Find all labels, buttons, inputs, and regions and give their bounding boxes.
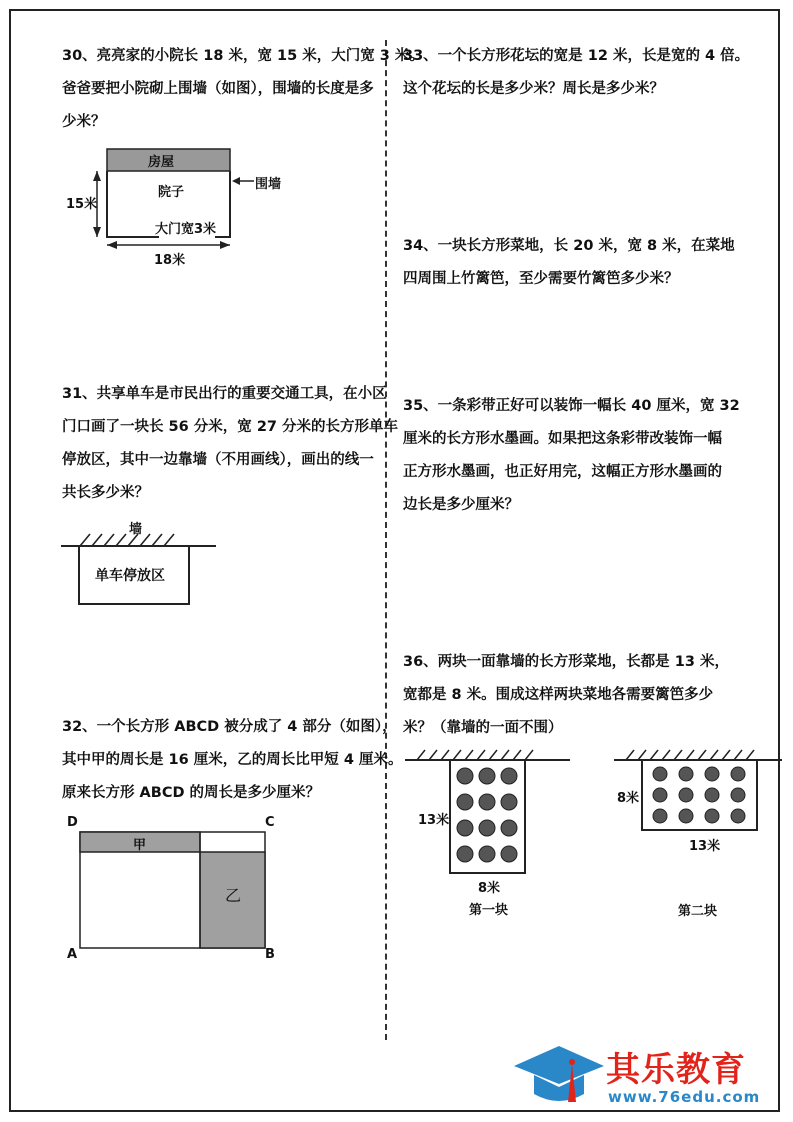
question-33 (403, 40, 749, 106)
question-line: 原来长方形 ABCD 的周长是多少厘米？ (62, 785, 321, 801)
question-line: 36、两块一面靠墙的长方形菜地，长都是 13 米， (403, 654, 729, 670)
plant-icon (457, 820, 473, 836)
plant-icon (679, 788, 693, 802)
plant-icon (479, 846, 495, 862)
question-line: 32、一个长方形 ABCD 被分成了 4 部分（如图）， (62, 719, 397, 735)
yard-label: 院子 (158, 185, 185, 200)
brand-url: www.76edu.com (608, 1088, 761, 1106)
plant-icon (679, 809, 693, 823)
question-line: 其中甲的周长是 16 厘米，乙的周长比甲短 4 厘米。 (62, 752, 403, 768)
gate-label: 大门宽3米 (155, 222, 217, 237)
question-line: 34、一块长方形菜地，长 20 米，宽 8 米，在菜地 (403, 238, 735, 254)
corner-b-label: B (265, 947, 275, 962)
plant-icon (653, 767, 667, 781)
question-line: 厘米的长方形水墨画。如果把这条彩带改装饰一幅 (403, 431, 722, 447)
question-line: 宽都是 8 米。围成这样两块菜地各需要篱笆多少 (403, 687, 714, 703)
plot1-side-label: 13米 (418, 813, 450, 828)
question-line: 四周围上竹篱笆，至少需要竹篱笆多少米？ (403, 271, 679, 287)
question-line: 边长是多少厘米？ (403, 497, 519, 513)
plant-icon (501, 846, 517, 862)
brand-logo (512, 1040, 782, 1112)
corner-c-label: C (265, 815, 275, 830)
corner-a-label: A (67, 947, 78, 962)
plant-icon (679, 767, 693, 781)
question-line: 35、一条彩带正好可以装饰一幅长 40 厘米，宽 32 (403, 398, 740, 414)
corner-d-label: D (67, 815, 78, 830)
question-line: 停放区，其中一边靠墙（不用画线），画出的线一 (62, 452, 374, 468)
plant-icon (501, 794, 517, 810)
plot2-name: 第二块 (678, 904, 718, 919)
plot2-side-label: 8米 (617, 791, 640, 806)
plant-icon (457, 768, 473, 784)
question-line: 30、亮亮家的小院长 18 米，宽 15 米，大门宽 3 米。 (62, 48, 424, 64)
plot1-name: 第一块 (469, 903, 509, 918)
plant-icon (457, 846, 473, 862)
plant-icon (479, 768, 495, 784)
question-line: 爸爸要把小院砌上围墙（如图），围墙的长度是多 (62, 81, 374, 97)
plant-icon (705, 809, 719, 823)
wall-label: 墙 (129, 522, 143, 537)
part-yi-label: 乙 (225, 886, 242, 905)
plant-icon (479, 820, 495, 836)
question-line: 共长多少米？ (62, 485, 149, 501)
plant-icon (653, 809, 667, 823)
question-31 (62, 378, 398, 510)
question-36 (403, 646, 729, 745)
width-label: 18米 (154, 253, 186, 268)
house-label: 房屋 (148, 155, 175, 170)
question-line: 这个花坛的长是多少米？周长是多少米？ (403, 81, 664, 97)
plant-icon (501, 820, 517, 836)
question-line: 米？（靠墙的一面不围） (403, 720, 563, 736)
plant-icon (653, 788, 667, 802)
question-32 (62, 711, 402, 810)
plant-icon (479, 794, 495, 810)
graduation-cap-icon (512, 1042, 607, 1108)
question-30 (62, 40, 424, 139)
plant-icon (457, 794, 473, 810)
parking-area-label: 单车停放区 (95, 568, 165, 584)
plant-icon (731, 788, 745, 802)
rectangle-abcd-figure (60, 825, 290, 955)
question-line: 正方形水墨画，也正好用完，这幅正方形水墨画的 (403, 464, 722, 480)
brand-name: 其乐教育 (606, 1050, 746, 1090)
plant-icon (501, 768, 517, 784)
question-line: 31、共享单车是市民出行的重要交通工具，在小区 (62, 386, 387, 402)
plant-icon (731, 809, 745, 823)
plot1-bottom-label: 8米 (478, 881, 501, 896)
question-line: 门口画了一块长 56 分米，宽 27 分米的长方形单车 (62, 419, 399, 435)
column-divider (385, 40, 387, 1040)
plant-icon (705, 767, 719, 781)
question-35 (403, 390, 740, 522)
plot2-bottom-label: 13米 (689, 839, 721, 854)
plant-icon (731, 767, 745, 781)
height-label: 15米 (66, 197, 98, 212)
plant-icon (705, 788, 719, 802)
question-line: 少米？ (62, 114, 106, 130)
question-line: 33、一个长方形花坛的宽是 12 米，长是宽的 4 倍。 (403, 48, 750, 64)
question-34 (403, 230, 735, 296)
part-jia-label: 甲 (133, 838, 147, 853)
wall-label: 围墙 (255, 177, 282, 192)
